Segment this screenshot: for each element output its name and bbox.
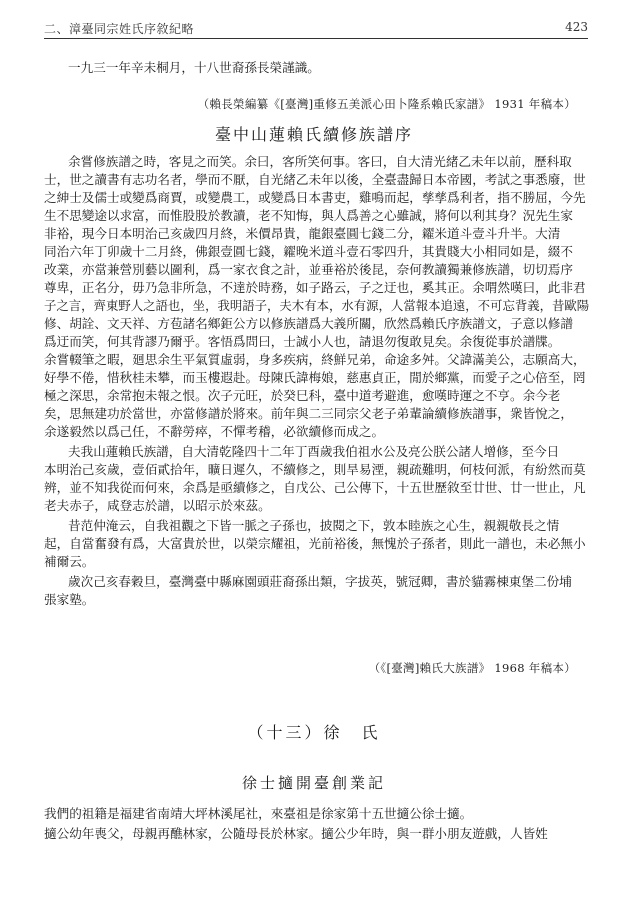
text-line: 補爾云。: [44, 554, 95, 569]
text-line: 起，自當奮發有爲，大富貴於世，以榮宗耀祖，光前裕後，無愧於子孫者，則此一譜也，未必無小: [44, 536, 586, 551]
text-line: 好學不倦，惜秋桂未攀，而玉樓遐赴。母陳氏諱梅娘，慈惠貞正，閒於鄉黨，而愛子之心倍至，罔: [44, 370, 586, 385]
text-line: 本明治己亥歲，壹佰貳拾年，曠日遲久，不續修之，則旱易湮，親疏難明，何枝何派，有紛然而莫: [44, 462, 586, 477]
text-line: 同治六年丁卯歲十二月終，佛銀壹圓七錢，糴晚米道斗壹石零四升，其貴賤大小相同如是，綴不: [44, 244, 573, 259]
text-line: 余遂毅然以爲己任，不辭勞瘁，不憚考稽，必欲續修而成之。: [44, 424, 385, 439]
text-line: 子之言，齊東野人之語也，坐，我明語子，夫木有本，水有源，人當報本追遠，不可忘背義，昔歐陽: [44, 298, 590, 313]
page-number: 423: [565, 20, 588, 34]
text-line: 改業，亦當兼營別藝以圖利，爲一家衣食之計，並垂裕於後昆，奈何教讀獨兼修族譜，切切焉序: [44, 262, 573, 277]
text-line: 生不思變途以求富，而惟股股於教讀，老不知悔，與人爲善之心雖誠，將何以利其身？況先生家: [44, 208, 573, 223]
text-line: 余嘗修族譜之時，客見之而笑。余曰，客所笑何事。客曰，自大清光緒乙未年以前，歷科取: [68, 154, 572, 169]
text-line: 修、胡詮、文天祥、方苞諸名鄉鉅公方以修族譜爲大義所關，欣然爲賴氏序族譜文，子意以修譜: [44, 316, 573, 331]
text-line: 非裕，現今日本明治己亥歲四月終，米價昂貴，龍銀臺圓七錢二分，糴米道斗壹斗升半。大清: [44, 226, 561, 241]
text-line: 尊卑，正名分，毋乃急非所急，不達於時務，如子路云，子之迂也，奚其正。余喟然嘆曰，此非君: [44, 280, 586, 295]
text-line: 士，世之讀書有志功名者，學而不厭，自光緒乙未年以後，全臺盡歸日本帝國，考試之事悉廢，世: [44, 172, 586, 187]
source-citation: （賴長榮編纂《[臺灣]重修五美派心田卜隆系賴氏家譜》 1931 年稿本）: [197, 97, 576, 111]
article-subtitle: 徐士擿開臺創業記: [241, 774, 386, 792]
text-line: 擿公幼年喪父，母親再醮林家，公隨母長於林家。擿公少年時，與一群小朋友遊戲，人皆姓: [44, 826, 548, 841]
text-line: 矣，思無建功於當世，亦當修譜於將來。前年與二三同宗父老子弟輩論續修族譜事，衆皆悅之，: [44, 406, 573, 421]
text-line: 昔范仲淹云，自我祖觀之下皆一脈之子孫也，披閱之下，敦本睦族之心生，親親敬長之情: [68, 518, 560, 533]
signature-line: 一九三一年辛未桐月，十八世裔孫長榮謹識。: [68, 60, 320, 75]
text-line: 歲次己亥春穀旦，臺灣臺中縣麻園頭莊裔孫出類，字拔英，號冠卿，書於貓霧棟東堡二份埔: [68, 574, 572, 589]
chapter-title: 二、漳臺同宗姓氏序敘紀略: [44, 22, 195, 36]
text-line: 爲迂而笑，何其背謬乃爾乎。客悟爲問曰，士誠小人也，請退勿復敢見矣。余復從事於譜牒。: [44, 334, 561, 349]
text-line: 老夫赤子，咸登志於譜，以昭示於來茲。: [44, 498, 271, 513]
text-line: 余嘗輟筆之暇，廻思余生平氣質虛弱，身多疾病，終鮮兄弟，命途多舛。父諱滿美公，志願高大，: [44, 352, 586, 367]
article-title: 臺中山蓮賴氏續修族譜序: [214, 125, 413, 144]
text-line: 張家塾。: [44, 592, 95, 607]
running-header: [44, 18, 588, 39]
text-line: 極之深思，余常抱未報之恨。次子元旺，於癸巳科，臺中道考避進，愈嘆時運之不亨。余今老: [44, 388, 561, 403]
text-line: 夫我山蓮賴氏族譜，自大清乾隆四十二年丁酉歲我伯祖水公及亮公朕公諸人增修，至今日: [68, 444, 560, 459]
section-heading: （十三）徐 氏: [247, 723, 381, 742]
source-citation: （《[臺灣]賴氏大族譜》 1968 年稿本）: [368, 661, 576, 675]
text-line: 之紳士及儒士或變爲商賈，或變農工，或變爲日本書吏，雞鳴而起，孳孳爲利者，指不勝屈，今先: [44, 190, 586, 205]
text-line: 辨，並不知我從而何來，余爲是亟續修之，自戊公、己公傳下，十五世歷敘至廿世、廿一世止，凡: [44, 480, 586, 495]
text-line: 我們的祖籍是福建省南靖大坪林溪尾社，來臺祖是徐家第十五世擿公徐士擿。: [44, 806, 473, 821]
